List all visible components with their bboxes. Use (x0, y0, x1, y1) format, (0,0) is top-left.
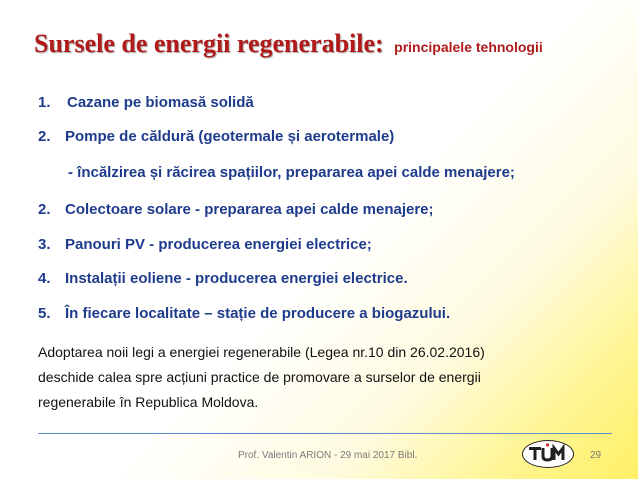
list-item-text: Instalații eoliene - producerea energiei electrice. (65, 270, 408, 287)
list-item-number: 4. (38, 270, 51, 287)
page-number: 29 (590, 450, 602, 461)
list-item-heat-pumps-detail (68, 164, 515, 181)
list-item-number: 2. (38, 128, 51, 145)
utm-logo-graphic (523, 441, 572, 466)
list-item-text: Pompe de căldură (geotermale și aerotermale) (65, 128, 395, 145)
title-main: Sursele de energii regenerabile: (34, 29, 384, 58)
list-item-text: Cazane pe biomasă solidă (67, 94, 254, 111)
list-item-number: 1. (38, 94, 51, 111)
list-item-biomass (38, 94, 254, 111)
footer-divider (38, 433, 612, 434)
list-item-text: Colectoare solare - prepararea apei calde menajere; (65, 201, 434, 218)
utm-logo-icon (522, 440, 574, 468)
paragraph-line: regenerabile în Republica Moldova. (38, 394, 259, 410)
list-item-pv-panels (38, 236, 372, 253)
list-item-biogas (38, 305, 450, 322)
list-item-heat-pumps (38, 128, 394, 145)
list-item-text: În fiecare localitate – stație de producere a biogazului. (65, 305, 451, 322)
list-item-number: 2. (38, 201, 51, 218)
list-item-number: 3. (38, 236, 51, 253)
footer-author-date: Prof. Valentin ARION - 29 mai 2017 Bibl. (238, 450, 418, 461)
slide-title (34, 29, 543, 59)
list-item-text: - încălzirea și răcirea spațiilor, prepararea apei calde menajere; (68, 164, 515, 181)
law-paragraph (38, 340, 598, 415)
list-item-text: Panouri PV - producerea energiei electrice; (65, 236, 372, 253)
list-item-solar-collectors (38, 201, 434, 218)
list-item-wind (38, 270, 408, 287)
paragraph-line: Adoptarea noii legi a energiei regenerabile (Legea nr.10 din 26.02.2016) (38, 344, 485, 360)
title-subtitle: principalele tehnologii (394, 39, 543, 55)
paragraph-line: deschide calea spre acțiuni practice de promovare a surselor de energii (38, 369, 481, 385)
list-item-number: 5. (38, 305, 51, 322)
